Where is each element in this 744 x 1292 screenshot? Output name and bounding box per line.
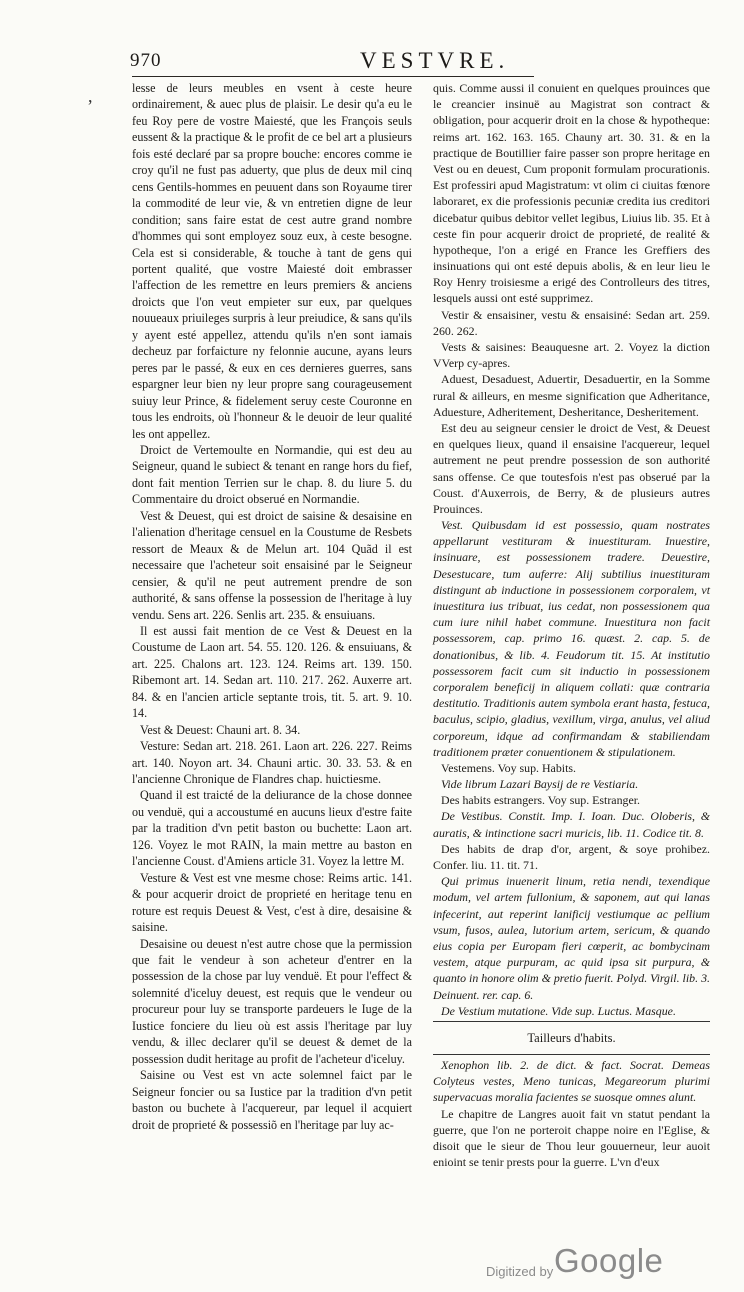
right-paragraph: Vestir & ensaisiner, vestu & ensaisiné: Sedan art. 259. 260. 262.: [433, 307, 710, 338]
right-line: Vestemens. Voy sup. Habits.: [441, 760, 576, 775]
section-heading: Tailleurs d'habits.: [527, 1030, 616, 1045]
section-divider: [433, 1054, 710, 1055]
right-line-latin: Qui primus inuenerit linum, retia nendi, texendique modum, vel artem fullonium, & saponem, aut qui lanas infecerint, aut reperint lanificij vestiumque ac pellium vsum, fusos, aulea, lutorium artem, sericum, & quando eius copia per Europam fieri cœperit, ac bombycinam vestem, atque purpuram, ac quid ipsa sit purpura, & quanto in honore olim & pretio fuerit. Polyd. Virgil. lib. 3. Deinuent. rer. cap. 6.: [433, 874, 710, 1002]
left-paragraph: Vest & Deuest: Chauni art. 8. 34.: [140, 722, 301, 737]
google-logo: Google: [554, 1242, 664, 1279]
right-paragraph: Xenophon lib. 2. de dict. & fact. Socrat. Demeas Colyteus vestes, Meno tunicas, Megareorum plurimi supervacuas moralia facientes se suosque omnes alunt.: [433, 1058, 710, 1105]
right-paragraph: Est deu au seigneur censier le droict de Vest, & Deuest en quelques lieux, quand il ensaisine l'acquereur, lequel autrement ne peut prendre possession de son authorité sans offense. Ce que toutesfois n'est pas obserué par la Coust. d'Auxerrois, de Berry, & de plusieurs autres Prouinces.: [433, 420, 710, 516]
left-paragraph: Quand il est traicté de la deliurance de la chose donnee ou venduë, qui a accoustumé en aucuns lieux d'estre faite par la tradition d'vn petit baston ou buchette: Laon art. 126. Voyez le mot RAIN, la main mettre au baston en l'ancienne Coust. d'Amiens article 31. Voyez la lettre M.: [132, 788, 412, 869]
left-paragraph: Vesture: Sedan art. 218. 261. Laon art. 226. 227. Reims art. 140. Noyon art. 34. Chauni artic. 30. 33. 53. & en l'ancienne Chronique de Flandres chap. huictiesme.: [132, 739, 412, 787]
right-line: Des habits estrangers. Voy sup. Estranger.: [441, 793, 641, 808]
right-paragraph: Vests & saisines: Beauquesne art. 2. Voyez la diction VVerp cy-apres.: [433, 340, 710, 371]
right-line: Vide librum Lazari Baysij de re Vestiaria.: [441, 777, 639, 792]
margin-mark: ,: [88, 86, 93, 106]
right-column: [433, 80, 710, 1170]
left-paragraph: Il est aussi fait mention de ce Vest & Deuest en la Coustume de Laon art. 54. 55. 120. 126. & ensuiuans, & art. 225. Chalons art. 123. 124. Reims art. 139. 150. Ribemont art. 14. Sedan art. 110. 217. 262. Auxerre art. 84. & en l'ancien article septante trois, tit. 5. art. 9. 10. 14.: [132, 623, 412, 721]
left-paragraph: Vest & Deuest, qui est droict de saisine & desaisine en l'alienation d'heritage censuel en la Coustume de Resbets ressort de Meaux & de Melun art. 104 Quãd il est necessaire que l'acheteur soit ensaisiné par le Seigneur censier, & qu'il ne peut autrement prendre de son authorité, & sans offense la possession de l'heritage à luy vendu. Sens art. 226. Senlis art. 235. & ensuiuans.: [132, 508, 412, 622]
left-paragraph: Vesture & Vest est vne mesme chose: Reims artic. 141. & pour acquerir droict de proprieté en heritage tenu en roture est requis Deuest & Vest, c'est à dire, desaisine & saisine.: [132, 870, 412, 935]
left-paragraph: Desaisine ou deuest n'est autre chose que la permission que fait le vendeur à son acheteur d'entrer en la possession de la chose par luy venduë. Et pour l'effect & solemnité d'iceluy deuest, est requis que le vendeur ou procureur pour luy se transporte pardeuers le Iuge de la Iustice fonciere du lieu où est assis l'heritage par luy vendu, & illec declarer qu'il se deuest & demet de la possession dudit heritage au profit de l'acheteur d'iceluy.: [132, 936, 412, 1066]
running-title: VESTVRE.: [360, 48, 510, 73]
right-line: De Vestibus. Constit. Imp. I. Ioan. Duc. Oloberis, & auratis, & intinctione sacri muricis, lib. 11. Codice tit. 8.: [433, 809, 710, 840]
right-paragraph-latin: Vest. Quibusdam id est possessio, quam nostrates appellarunt vestituram & inuestituram. Inuestire, insinuare, est possessionem tradere. Deuestire, Desestucare, tum auferre: Alij subtilius inuestituram distingunt ab inductione in possessionem corporalem, vt inuestitura ius tribuat, ius cedat, non possessionem qua cum iure nihil habet commune. Inuestitura non facit possessorem, cap. primo 16. quæst. 2. cap. 5. de donationibus, & lib. 4. Feudorum tit. 15. At institutio possessorem facit cum sit inductio in possessionem corporalem beneficij in aliquem collati: quæ contraria destitutio. Traditionis autem symbola erant hasta, festuca, baculus, scipio, gladius, vexillum, virga, anulus, vel aliud corporeum, idque ad confirmandam & stabiliendam traditionem præter conuentionem & stipulationem.: [433, 518, 710, 759]
page-number: 970: [130, 50, 162, 71]
header-rule: [132, 76, 534, 77]
right-paragraph: Le chapitre de Langres auoit fait vn statut pendant la guerre, que l'on ne porteroit chappe noire en l'Eglise, & disoit que le sieur de Thou leur gouuerneur, leur auoit enioint se tenir prests pour la guerre. L'vn d'eux: [433, 1106, 710, 1170]
left-paragraph: Saisine ou Vest est vn acte solemnel faict par le Seigneur foncier ou sa Iustice par la tradition d'vn petit baston ou buchete à l'acquereur, par lequel il acquiert droit de proprieté & possessiõ en l'heritage par luy ac-: [132, 1068, 412, 1132]
right-line: De Vestium mutatione. Vide sup. Luctus. Masque.: [441, 1003, 676, 1018]
left-column: [132, 80, 412, 1133]
right-line: Des habits de drap d'or, argent, & soye prohibez. Confer. liu. 11. tit. 71.: [433, 841, 710, 872]
right-paragraph: Aduest, Desaduest, Aduertir, Desaduertir, en la Somme rural & ailleurs, en mesme signification que Adheritance, Aduesture, Adheritement, Desheritance, Desheritement.: [433, 372, 710, 419]
digitized-by-label: Digitized by: [486, 1264, 554, 1279]
left-paragraph: lesse de leurs meubles en vsent à ceste heure ordinairement, & auec plus de plaisir. Le desir qu'a eu le feu Roy pere de vostre Maiesté, que les François seuls eussent & la practique & le profit de ce bel art a plusieurs fois esté declaré par sa propre bouche: encores comme ie croy qu'il ne fust pas aduerty, que plus de deux mil cinq cens Gentils-hommes en peuuent dans son Royaume tirer la commodité de leur vie, & vn entretien digne de leur condition; sans faire estat de cest autre grand nombre d'hommes qui sont employez souz eux, à ceste besogne. Cela est si considerable, & touche à tant de gens qui portent qualité, que vostre Maiesté doit embrasser l'affection de les remettre en leurs premiers & anciens droicts que l'on veut empieter sur eux, par quelques nouueaux priuileges surpris à leur preiudice, & sans qu'ils y ayent esté appellez, attendu qu'ils n'en sont iamais decheuz par forfaicture ny felonnie aucune, ayans leurs peres par le passé, & eux en ces dernieres guerres, sans espargner leur bien ny leur propre sang courageusement suiuy leur Prince, & fidelement seruy ceste Couronne en tous les endroits, où l'honneur & le deuoir de leur qualité les ont appellez.: [132, 81, 412, 441]
section-divider: [433, 1021, 710, 1022]
left-paragraph: Droict de Vertemoulte en Normandie, qui est deu au Seigneur, quand le subiect & tenant en range hors du fief, dont fait mention Terrien sur le chap. 8. du liure 5. du Commentaire du droict obserué en Normandie.: [132, 442, 412, 507]
right-paragraph: quis. Comme aussi il conuient en quelques prouinces que le creancier insinuë au Magistrat son contract & obligation, pour acquerir droit en la chose & hypotheque: reims art. 162. 163. 165. Chauny art. 30. 31. & en la practique de Boutillier faire passer son propre heritage en Vest ou en deuest, Cum proponit formulam procurationis. Est professiri apud Magistratum: vt olim ci ciuitas fœnore laboraret, ex die professionis pecuniæ credita ius creditori dicebatur quibus debitor vellet legibus, Liuius lib. 35. Et à ceste fin pour acquerir droict de proprieté, de realité & hypotheque, l'on a erigé en France les Greffiers des insinuations qui ont esté depuis abolis, & en leur lieu le Roy Henry troisiesme a erigé des Controlleurs des titres, lesquels aussi ont esté supprimez.: [433, 81, 710, 306]
